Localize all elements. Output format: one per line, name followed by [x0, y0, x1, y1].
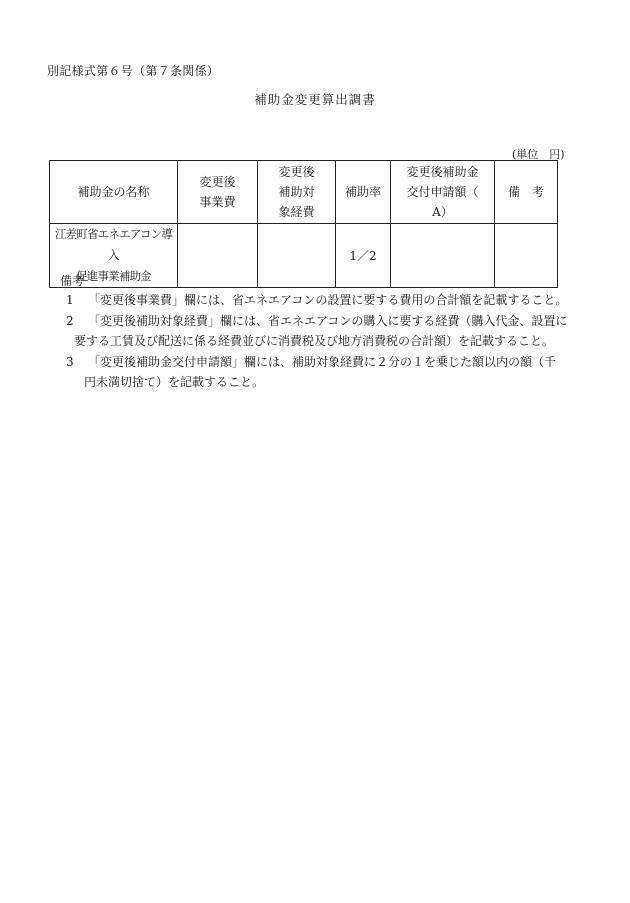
note-item-3-continuation: 円未満切捨て）を記載すること。: [84, 375, 265, 389]
note-item-1: [66, 290, 567, 310]
note-number: 2: [66, 314, 74, 328]
note-number: 1: [66, 293, 74, 307]
table-row: [50, 224, 558, 288]
cell-subsidy-name: 江差町省エネエアコン導入 促進事業補助金: [50, 224, 178, 288]
header-changed-project-cost: 変更後 事業費: [178, 161, 258, 224]
document-title: 補助金変更算出調書: [254, 92, 376, 107]
header-subsidy-rate: 補助率: [336, 161, 391, 224]
note-item-3: [66, 352, 556, 372]
note-item-2: [66, 311, 567, 331]
note-text: 「変更後事業費」欄には、省エネエアコンの設置に要する費用の合計額を記載すること。: [88, 293, 568, 307]
header-application-amount: 変更後補助金 交付申請額（ A）: [391, 161, 495, 224]
note-number: 3: [66, 355, 74, 369]
cell-subsidy-rate: 1／2: [336, 224, 391, 288]
table-header-row: [50, 161, 558, 224]
cell-application-amount[interactable]: [391, 224, 495, 288]
note-text: 「変更後補助金交付申請額」欄には、補助対象経費に２分の１を乗じた額以内の額（千: [88, 355, 557, 369]
cell-changed-project-cost[interactable]: [178, 224, 258, 288]
header-subsidy-name: 補助金の名称: [50, 161, 178, 224]
calculation-table: [49, 160, 558, 288]
notes-heading: 備考: [60, 274, 85, 288]
unit-label: (単位 円): [512, 148, 565, 161]
form-number: 別記様式第６号（第７条関係）: [47, 64, 220, 78]
header-changed-eligible-cost: 変更後 補助対 象経費: [258, 161, 336, 224]
header-remarks: 備 考: [495, 161, 558, 224]
cell-remarks[interactable]: [495, 224, 558, 288]
note-text: 「変更後補助対象経費」欄には、省エネエアコンの購入に要する経費（購入代金、設置に: [88, 314, 568, 328]
cell-changed-eligible-cost[interactable]: [258, 224, 336, 288]
note-item-2-continuation: 要する工賃及び配送に係る経費並びに消費税及び地方消費税の合計額）を記載すること。: [74, 334, 555, 348]
